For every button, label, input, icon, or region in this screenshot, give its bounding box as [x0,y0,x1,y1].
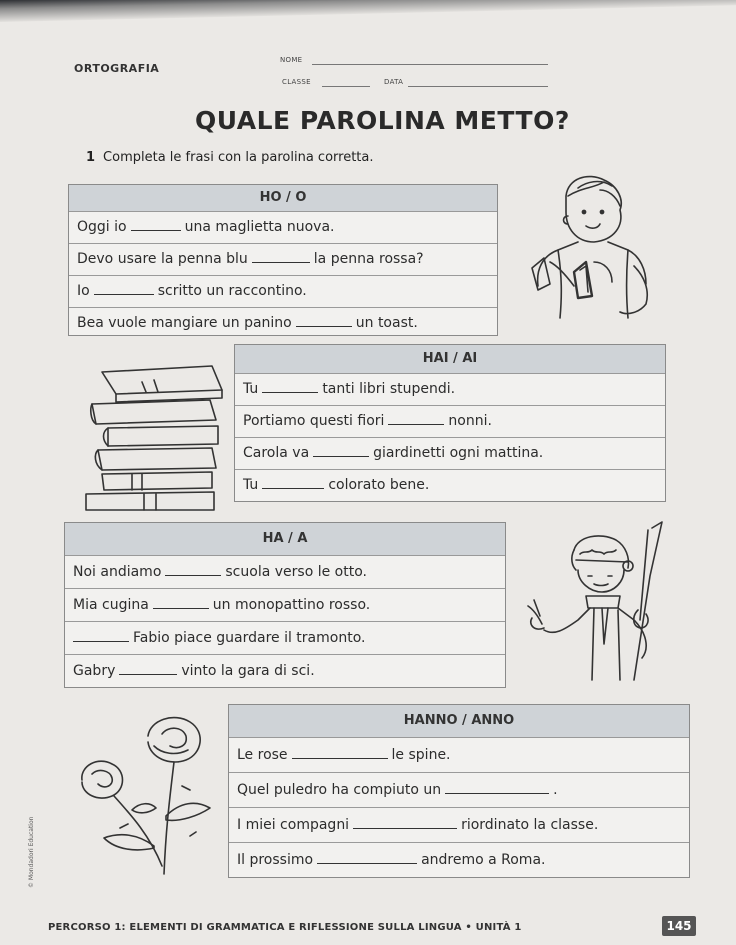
classe-line [322,86,370,87]
answer-blank[interactable] [153,607,209,609]
sentence-row: Io scritto un raccontino. [69,276,497,308]
exercise-box-hai-ai [234,344,666,502]
answer-blank[interactable] [262,391,318,393]
sentence-row: Portiamo questi fiori nonni. [235,406,665,438]
box-heading: HO / O [69,185,497,212]
sentence-row: Il prossimo andremo a Roma. [237,852,546,868]
box-heading: HAI / AI [235,345,665,374]
answer-blank[interactable] [94,293,154,295]
page-number: 145 [662,916,696,936]
answer-blank[interactable] [252,261,310,263]
answer-blank[interactable] [165,574,221,576]
footer-text: PERCORSO 1: ELEMENTI DI GRAMMATICA E RIFLESSIONE SULLA LINGUA • UNITÀ 1 [48,922,522,933]
box-heading: HA / A [65,523,505,556]
copyright-notice: © Mondadori Education [28,816,35,888]
answer-blank[interactable] [119,673,177,675]
sentence-row: Oggi io una maglietta nuova. [69,212,497,244]
nome-line [312,64,548,65]
sentence-row: Quel puledro ha compiuto un . [229,773,689,808]
instruction [86,150,374,165]
answer-blank[interactable] [131,229,181,231]
data-label: DATA [384,78,404,86]
answer-blank[interactable] [296,325,352,327]
boy-holding-number-one-illustration [528,166,658,326]
sentence-row: Mia cugina un monopattino rosso. [65,589,505,622]
sentence-row: Fabio piace guardare il tramonto. [65,622,505,655]
skier-girl-illustration [524,520,674,688]
nome-label: NOME [280,56,303,64]
answer-blank[interactable] [388,423,444,425]
sentence-row: Tu tanti libri stupendi. [235,374,665,406]
sentence-row: Bea vuole mangiare un panino un toast. [77,315,418,331]
answer-blank[interactable] [73,640,129,642]
sentence-row: Le rose le spine. [229,738,689,773]
exercise-box-ho-o [68,184,498,336]
page-title: QUALE PAROLINA METTO? [195,106,570,135]
exercise-box-hanno-anno [228,704,690,878]
answer-blank[interactable] [353,827,457,829]
subject-label: ORTOGRAFIA [74,62,160,75]
answer-blank[interactable] [292,757,388,759]
sentence-row: Tu colorato bene. [243,477,430,493]
box-heading: HANNO / ANNO [229,705,689,738]
answer-blank[interactable] [445,792,549,794]
sentence-row: Gabry vinto la gara di sci. [73,663,315,679]
sentence-row: I miei compagni riordinato la classe. [229,808,689,843]
answer-blank[interactable] [317,862,417,864]
answer-blank[interactable] [262,487,324,489]
sentence-row: Noi andiamo scuola verso le otto. [65,556,505,589]
answer-blank[interactable] [313,455,369,457]
classe-label: CLASSE [282,78,311,86]
instruction-number: 1 [86,150,96,165]
sentence-row: Carola va giardinetti ogni mattina. [235,438,665,470]
page-top-shadow [0,0,736,22]
roses-illustration [70,706,242,882]
data-line [408,86,548,87]
exercise-box-ha-a [64,522,506,688]
stack-of-books-illustration [72,360,228,512]
instruction-text: Completa le frasi con la parolina corretta. [103,150,374,165]
sentence-row: Devo usare la penna blu la penna rossa? [69,244,497,276]
